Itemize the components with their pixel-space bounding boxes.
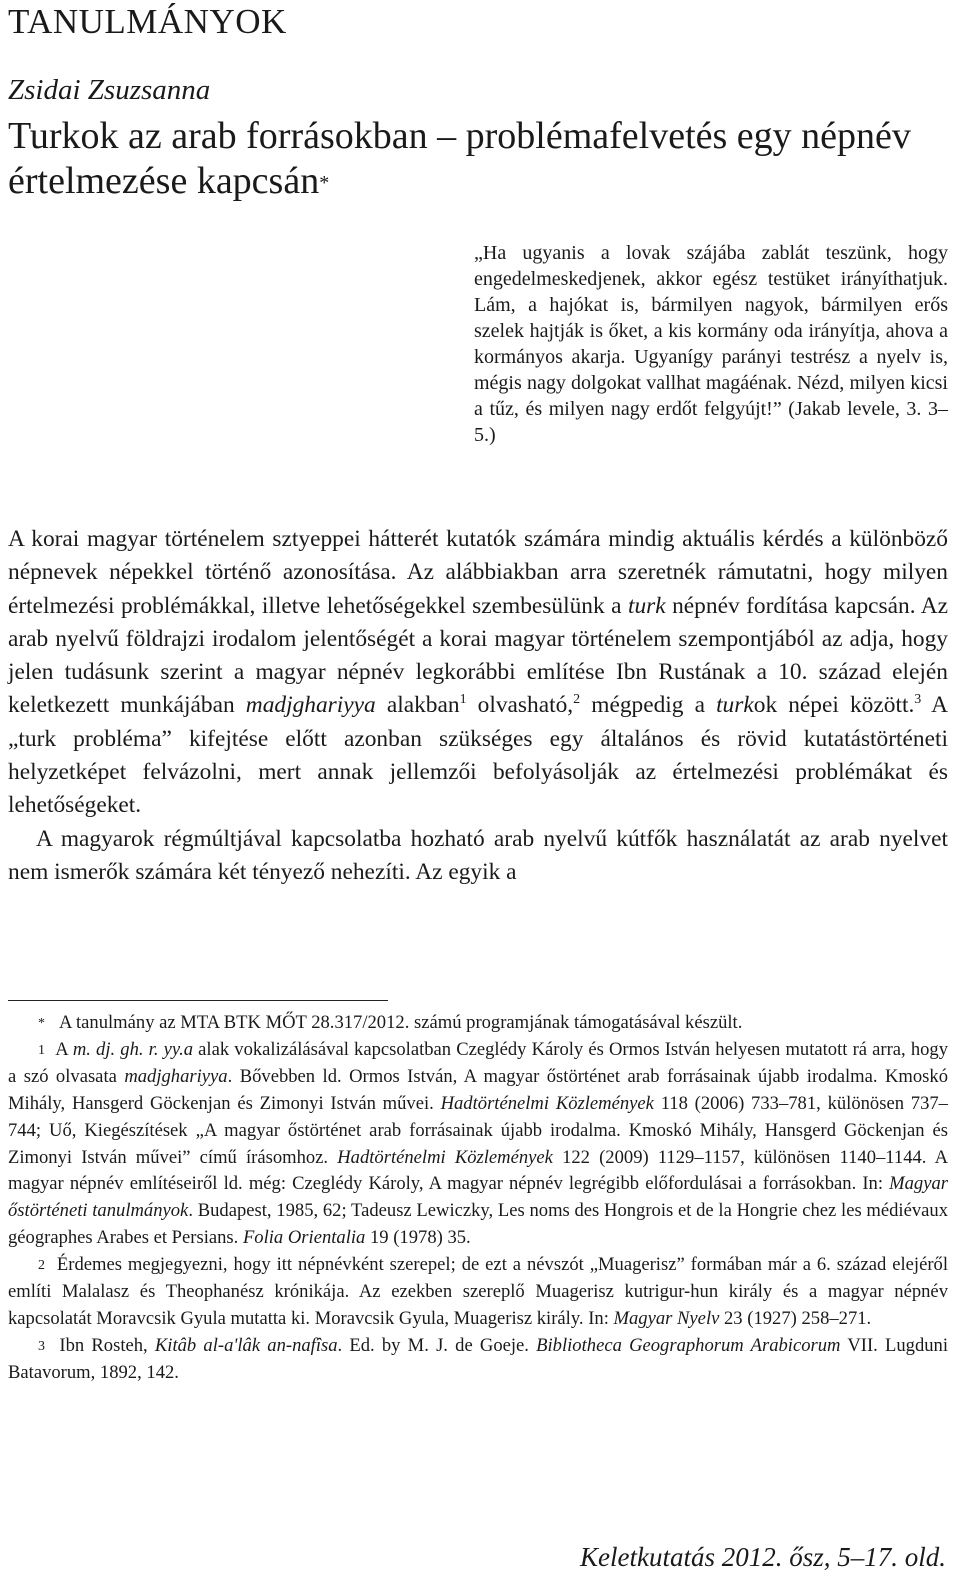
footnote-italic: Folia Orientalia: [242, 1227, 366, 1249]
footnote-italic: m. dj. gh. r. yy.a: [72, 1038, 194, 1060]
footnote-ref: 1: [459, 692, 467, 708]
section-label: TANULMÁNYOK: [8, 2, 287, 41]
article-body: [8, 523, 948, 889]
footnote-text: 19 (1978) 35.: [365, 1227, 471, 1249]
body-text: alakban: [375, 692, 460, 719]
footnote-text: . Bővebben ld. Ormos István, A magyar őstörténet arab forrásainak újabb irodalma. Kmoskó Mihály, Hansgerd Göckenjan és Zimonyi István művei.: [8, 1065, 948, 1114]
footnote-text: Érdemes megjegyezni, hogy itt népnévként szerepel; de ezt a névszót „Muagerisz” formában már a 6. század elejéről említi Malalasz és Theophanész krónikája. Az ezekben szereplő Muagerisz kutrigur-hun király és a magyar népnév kapcsolatát Moravcsik Gyula mutatta ki. Moravcsik Gyula, Muagerisz király. In:: [8, 1254, 949, 1329]
footnote-text: . Ed. by M. J. de Goeje.: [337, 1334, 537, 1356]
footnote-star: [8, 1010, 948, 1037]
footnote-mark: 3: [38, 1338, 45, 1354]
footnote-italic: Hadtörténelmi Közlemények: [337, 1146, 553, 1168]
footnote-1: [8, 1037, 948, 1252]
footnote-italic: Bibliotheca Geographorum Arabicorum: [536, 1334, 841, 1356]
footnote-2: [8, 1252, 948, 1333]
body-text: A „turk probléma” kifejtése előtt azonban szükséges egy általános és rövid kutatástörténeti helyzetképet felvázolni, mert annak jellemzői befolyásolják az értelmezési problémákat és lehetőségeket.: [8, 692, 948, 819]
epigraph: „Ha ugyanis a lovak szájába zablát teszünk, hogy engedelmeskedjenek, akkor egész testüket irányíthatjuk. Lám, a hajókat is, bármilyen nagyok, bármilyen erős szelek hajtják is őket, a kis kormány oda irányítja, ahova a kormányos akarja. Ugyanígy parányi testrész a nyelv is, mégis nagy dolgokat vallhat magáénak. Nézd, milyen kicsi a tűz, és milyen nagy erdőt felgyújt!” (Jakab levele, 3. 3–5.): [474, 242, 948, 446]
footnote-text: A tanulmány az MTA BTK MŐT 28.317/2012. számú programjának támogatásával készült.: [58, 1012, 743, 1033]
footnote-italic: madjghariyya: [124, 1065, 228, 1087]
body-italic-term: madjghariyya: [245, 692, 376, 719]
footnote-text: . Budapest, 1985, 62; Tadeusz Lewiczky, Les noms des Hongrois et de la Hongrie chez les médiévaux géographes Arabes et Persians.: [8, 1200, 948, 1249]
body-paragraph: [8, 523, 948, 823]
body-text: A korai magyar történelem sztyeppei hátterét kutatók számára mindig aktuális kérdés a különböző népnevek népekkel történő azonosítása. Az alábbiakban arra szeretnék rámutatni, hogy milyen értelmezési problémákkal, illetve lehetőségekkel szembesülünk a: [8, 526, 948, 619]
footnote-mark: *: [38, 1016, 45, 1031]
footnote-text: Ibn Rosteh,: [59, 1334, 155, 1356]
body-text: ok népei között.: [753, 692, 915, 719]
body-text: mégpedig a: [580, 692, 717, 719]
body-italic-term: turk: [716, 692, 754, 719]
body-text: népnév fordítása kapcsán. Az arab nyelvű földrajzi irodalom jelentőségét a korai magyar történelem szempontjából az adja, hogy jelen tudásunk szerint a magyar népnév legkorábbi említése Ibn Rustának a 10. század elején keletkezett munkájában: [8, 592, 948, 719]
footnote-3: [8, 1333, 948, 1387]
body-paragraph: A magyarok régmúltjával kapcsolatba hozható arab nyelvű kútfők használatát az arab nyelvet nem ismerők számára két tényező nehezíti. Az egyik a: [8, 825, 948, 885]
footnote-text: 118 (2006) 733–781, különösen 737–744; Uő, Kiegészítések „A magyar őstörténet arab forrásainak újabb irodalma. Kmoskó Mihály, Hansgerd Göckenjan és Zimonyi István művei” című írásomhoz.: [8, 1092, 948, 1168]
footnote-text: 122 (2009) 1129–1157, különösen 1140–1144. A magyar népnév említéseiről ld. még: Czeglédy Károly, A magyar népnév legrégibb előfordulásai a forrásokban. In:: [8, 1146, 948, 1195]
footnote-text: alak vokalizálásával kapcsolatban Czeglédy Károly és Ormos István helyesen mutatott rá arra, hogy a szó olvasata: [8, 1038, 949, 1087]
footnote-ref: 2: [573, 692, 581, 708]
article-title: [8, 114, 948, 204]
article-title-text: Turkok az arab forrásokban – problémafelvetés egy népnév értelmezése kapcsán: [8, 115, 911, 202]
body-text: olvasható,: [466, 692, 574, 719]
title-footnote-mark: *: [319, 172, 330, 194]
article-author: Zsidai Zsuzsanna: [8, 74, 211, 106]
journal-citation: Keletkutatás 2012. ősz, 5–17. old.: [580, 1542, 946, 1572]
footnote-divider: [8, 1000, 388, 1001]
footnote-italic: Magyar Nyelv: [613, 1307, 720, 1329]
footnote-italic: Kitâb al-a'lâk an-nafîsa: [154, 1334, 338, 1356]
footnote-mark: 2: [38, 1258, 45, 1274]
footnote-mark: 1: [38, 1042, 45, 1058]
body-italic-term: turk: [627, 592, 666, 619]
footnote-italic: Hadtörténelmi Közlemények: [440, 1092, 654, 1114]
footnote-ref: 3: [914, 692, 922, 708]
footnote-text: A: [55, 1038, 73, 1060]
footnotes: [8, 1010, 948, 1387]
footnote-text: VII. Lugduni Batavorum, 1892, 142.: [8, 1334, 949, 1383]
footnote-text: 23 (1927) 258–271.: [719, 1307, 872, 1329]
footnote-italic: Magyar őstörténeti tanulmányok: [8, 1173, 948, 1222]
